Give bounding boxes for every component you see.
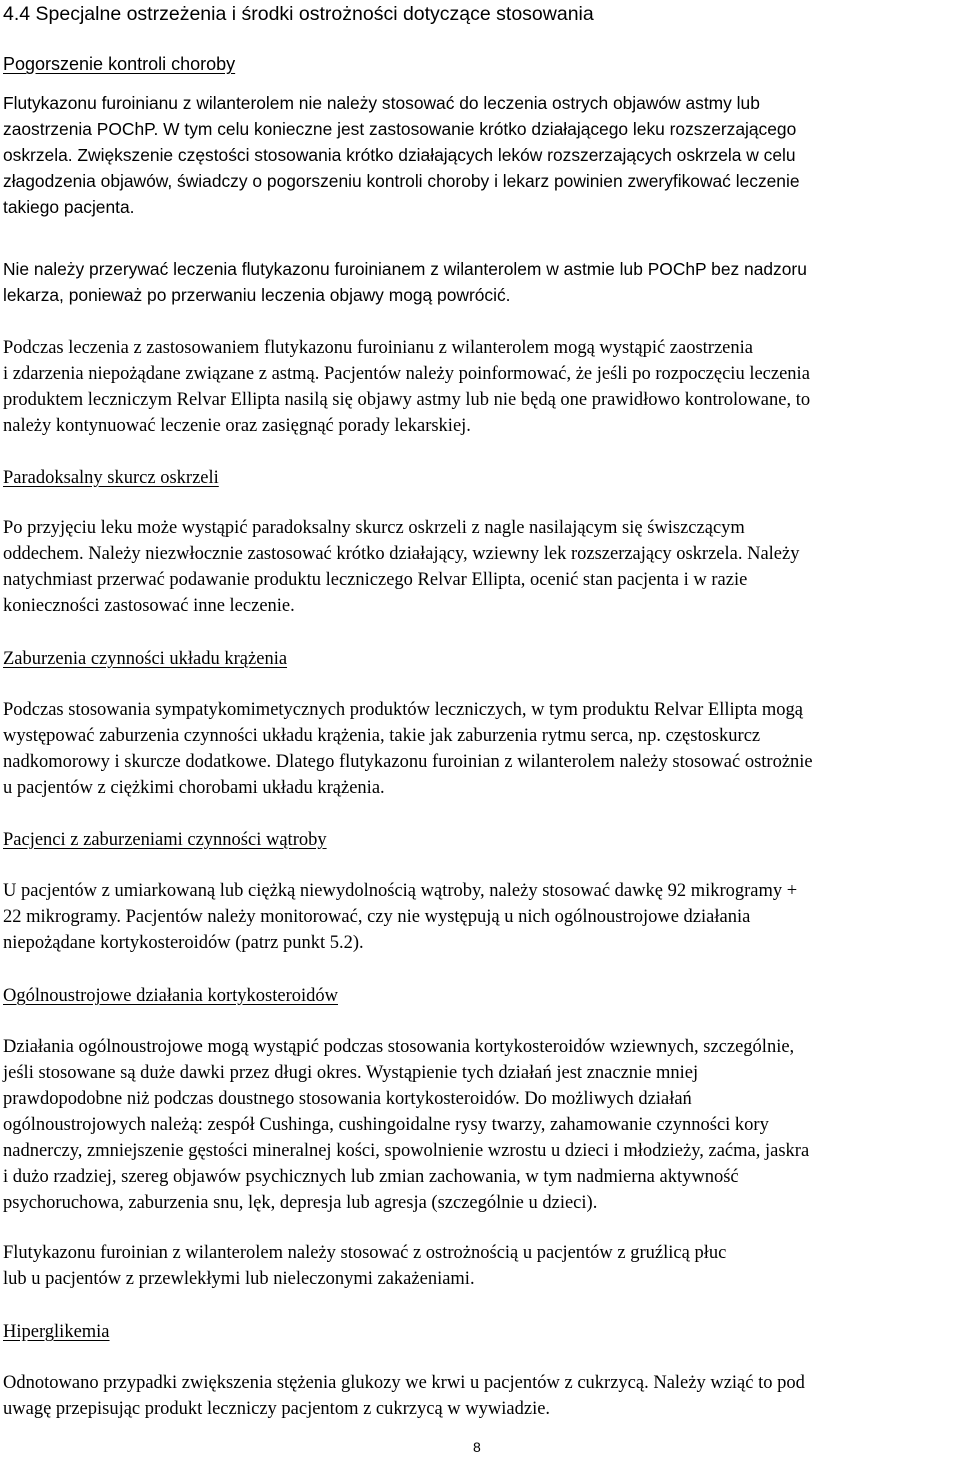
text-line: Odnotowano przypadki zwiększenia stężenia glukozy we krwi u pacjentów z cukrzycą. Należy wziąć to pod [3,1373,805,1393]
text-line: nadkomorowy i skurcze dodatkowe. Dlatego flutykazonu furoinian z wilanterolem należy stosować ostrożnie [3,752,813,772]
paragraph-systemic-effects-1 [3,1034,809,1216]
paragraph-hyperglycaemia [3,1370,805,1422]
text-line: oskrzela. Zwiększenie częstości stosowania krótko działających leków rozszerzających oskrzela w celu [3,145,796,165]
text-line: U pacjentów z umiarkowaną lub ciężką niewydolnością wątroby, należy stosować dawkę 92 mikrogramy + [3,881,798,901]
paragraph-disease-control-1 [3,90,800,220]
text-line: Flutykazonu furoinian z wilanterolem należy stosować z ostrożnością u pacjentów z gruźlicą płuc [3,1243,727,1263]
heading-hyperglycaemia: Hiperglikemia [3,1322,110,1342]
text-line: Podczas stosowania sympatykomimetycznych produktów leczniczych, w tym produktu Relvar Ellipta mogą [3,700,803,720]
heading-hepatic-impairment: Pacjenci z zaburzeniami czynności wątroby [3,830,327,850]
paragraph-disease-control-3 [3,335,810,439]
paragraph-bronchospasm [3,515,799,619]
text-line: należy kontynuować leczenie oraz zasięgnąć porady lekarskiej. [3,416,471,436]
paragraph-disease-control-2 [3,256,807,308]
text-line: lub u pacjentów z przewlekłymi lub nieleczonymi zakażeniami. [3,1269,475,1289]
text-line: u pacjentów z ciężkimi chorobami układu krążenia. [3,778,385,798]
section-title: 4.4 Specjalne ostrzeżenia i środki ostrożności dotyczące stosowania [3,3,594,25]
text-line: i dużo rzadziej, szereg objawów psychicznych lub zmian zachowania, w tym nadmierna aktywność [3,1167,739,1187]
text-line: jeśli stosowane są duże dawki przez długi okres. Wystąpienie tych działań jest znacznie mniej [3,1063,699,1083]
text-line: Flutykazonu furoinianu z wilanterolem nie należy stosować do leczenia ostrych objawów astmy lub [3,93,760,113]
heading-bronchospasm: Paradoksalny skurcz oskrzeli [3,468,219,488]
heading-systemic-corticosteroid-effects: Ogólnoustrojowe działania kortykosteroidów [3,986,338,1006]
text-line: niepożądane kortykosteroidów (patrz punkt 5.2). [3,933,364,953]
text-line: zaostrzenia POChP. W tym celu konieczne jest zastosowanie krótko działającego leku rozszerzającego [3,119,797,139]
text-line: takiego pacjenta. [3,197,135,217]
text-line: lekarza, ponieważ po przerwaniu leczenia objawy mogą powrócić. [3,285,511,305]
page-number: 8 [473,1439,481,1455]
text-line: ogólnoustrojowych należą: zespół Cushinga, cushingoidalne rysy twarzy, zahamowanie czynności kory [3,1115,769,1135]
text-line: Podczas leczenia z zastosowaniem flutykazonu furoinianu z wilanterolem mogą wystąpić zaostrzenia [3,338,753,358]
text-line: natychmiast przerwać podawanie produktu leczniczego Relvar Ellipta, ocenić stan pacjenta i w razie [3,570,748,590]
text-line: złagodzenia objawów, świadczy o pogorszeniu kontroli choroby i lekarz powinien zweryfikować leczenie [3,171,800,191]
text-line: prawdopodobne niż podczas doustnego stosowania kortykosteroidów. Do możliwych działań [3,1089,692,1109]
heading-cardiovascular: Zaburzenia czynności układu krążenia [3,649,288,669]
text-line: nadnerczy, zmniejszenie gęstości mineralnej kości, spowolnienie wzrostu u dzieci i młodzieży, zaćma, jaskra [3,1141,810,1161]
text-line: psychoruchowa, zaburzenia snu, lęk, depresja lub agresja (szczególnie u dzieci). [3,1193,598,1213]
paragraph-cardiovascular [3,697,813,801]
text-line: konieczności zastosować inne leczenie. [3,596,295,616]
text-line: produktem leczniczym Relvar Ellipta nasilą się objawy astmy lub nie będą one prawidłowo kontrolowane, to [3,390,811,410]
text-line: Nie należy przerywać leczenia flutykazonu furoinianem z wilanterolem w astmie lub POChP bez nadzoru [3,259,807,279]
text-line: Działania ogólnoustrojowe mogą wystąpić podczas stosowania kortykosteroidów wziewnych, szczególnie, [3,1037,795,1057]
text-line: uwagę przepisując produkt leczniczy pacjentom z cukrzycą w wywiadzie. [3,1399,551,1419]
text-line: Po przyjęciu leku może wystąpić paradoksalny skurcz oskrzeli z nagle nasilającym się świszczącym [3,518,745,538]
text-line: i zdarzenia niepożądane związane z astmą. Pacjentów należy poinformować, że jeśli po rozpoczęciu leczenia [3,364,810,384]
paragraph-hepatic-impairment [3,878,797,956]
heading-disease-control: Pogorszenie kontroli choroby [3,54,236,74]
text-line: występować zaburzenia czynności układu krążenia, takie jak zaburzenia rytmu serca, np. częstoskurcz [3,726,761,746]
text-line: oddechem. Należy niezwłocznie zastosować krótko działający, wziewny lek rozszerzający oskrzela. Należy [3,544,800,564]
text-line: 22 mikrogramy. Pacjentów należy monitorować, czy nie występują u nich ogólnoustrojowe działania [3,907,751,927]
paragraph-systemic-effects-2 [3,1240,726,1292]
